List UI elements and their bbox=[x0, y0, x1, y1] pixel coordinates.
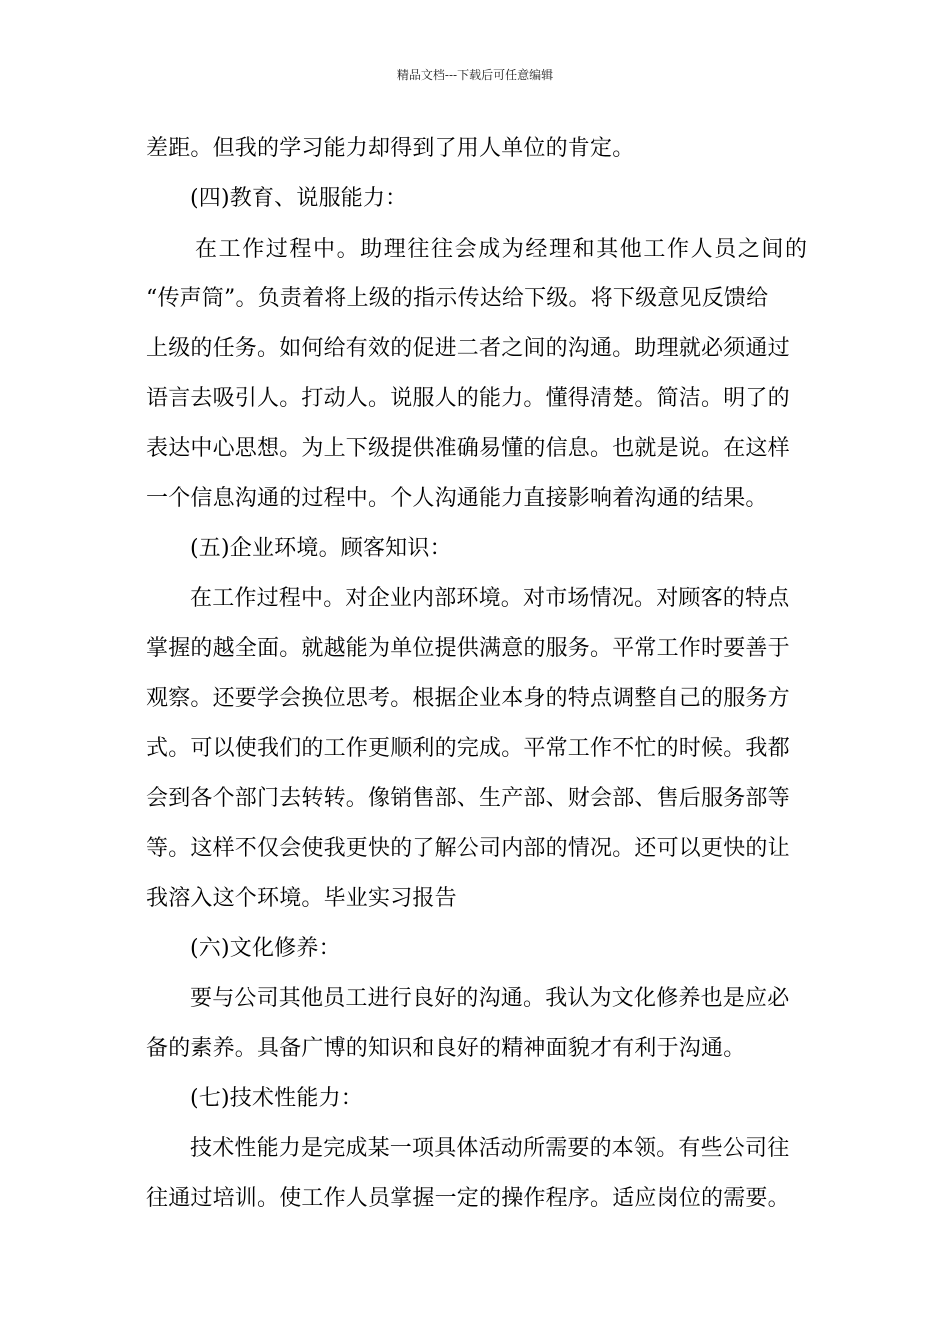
body-line: 技术性能力是完成某一项具体活动所需要的本领。有些公司往 bbox=[190, 1136, 790, 1161]
body-line: 要与公司其他员工进行良好的沟通。我认为文化修养也是应必 bbox=[190, 986, 790, 1011]
body-line: 在工作过程中。对企业内部环境。对市场情况。对顾客的特点 bbox=[190, 586, 790, 611]
body-line: 差距。但我的学习能力却得到了用人单位的肯定。 bbox=[146, 136, 635, 161]
body-line: 语言去吸引人。打动人。说服人的能力。懂得清楚。简洁。明了的 bbox=[146, 386, 790, 411]
body-line: 式。可以使我们的工作更顺利的完成。平常工作不忙的时候。我都 bbox=[146, 736, 790, 761]
body-line: 我溶入这个环境。毕业实习报告 bbox=[146, 886, 457, 911]
body-line: 备的素养。具备广博的知识和良好的精神面貌才有利于沟通。 bbox=[146, 1036, 746, 1061]
body-line: 表达中心思想。为上下级提供准确易懂的信息。也就是说。在这样 bbox=[146, 436, 790, 461]
page-header: 精品文档---下载后可任意编辑 bbox=[396, 68, 554, 82]
section-heading: (五)企业环境。顾客知识： bbox=[190, 536, 452, 561]
section-heading: (四)教育、说服能力： bbox=[190, 186, 408, 211]
body-line: 会到各个部门去转转。像销售部、生产部、财会部、售后服务部等 bbox=[146, 786, 790, 811]
body-line: 往通过培训。使工作人员掌握一定的操作程序。适应岗位的需要。 bbox=[146, 1186, 790, 1211]
body-line: 一个信息沟通的过程中。个人沟通能力直接影响着沟通的结果。 bbox=[146, 486, 768, 511]
section-heading: (六)文化修养： bbox=[190, 936, 341, 961]
body-line: 上级的任务。如何给有效的促进二者之间的沟通。助理就必须通过 bbox=[146, 336, 790, 361]
body-line: 观察。还要学会换位思考。根据企业本身的特点调整自己的服务方 bbox=[146, 686, 790, 711]
body-line: 在工作过程中。助理往往会成为经理和其他工作人员之间的 bbox=[195, 237, 809, 262]
section-heading: (七)技术性能力： bbox=[190, 1086, 363, 1111]
body-line: “传声筒”。负责着将上级的指示传达给下级。将下级意见反馈给 bbox=[146, 286, 769, 311]
body-line: 掌握的越全面。就越能为单位提供满意的服务。平常工作时要善于 bbox=[146, 636, 790, 661]
body-line: 等。这样不仅会使我更快的了解公司内部的情况。还可以更快的让 bbox=[146, 836, 790, 861]
